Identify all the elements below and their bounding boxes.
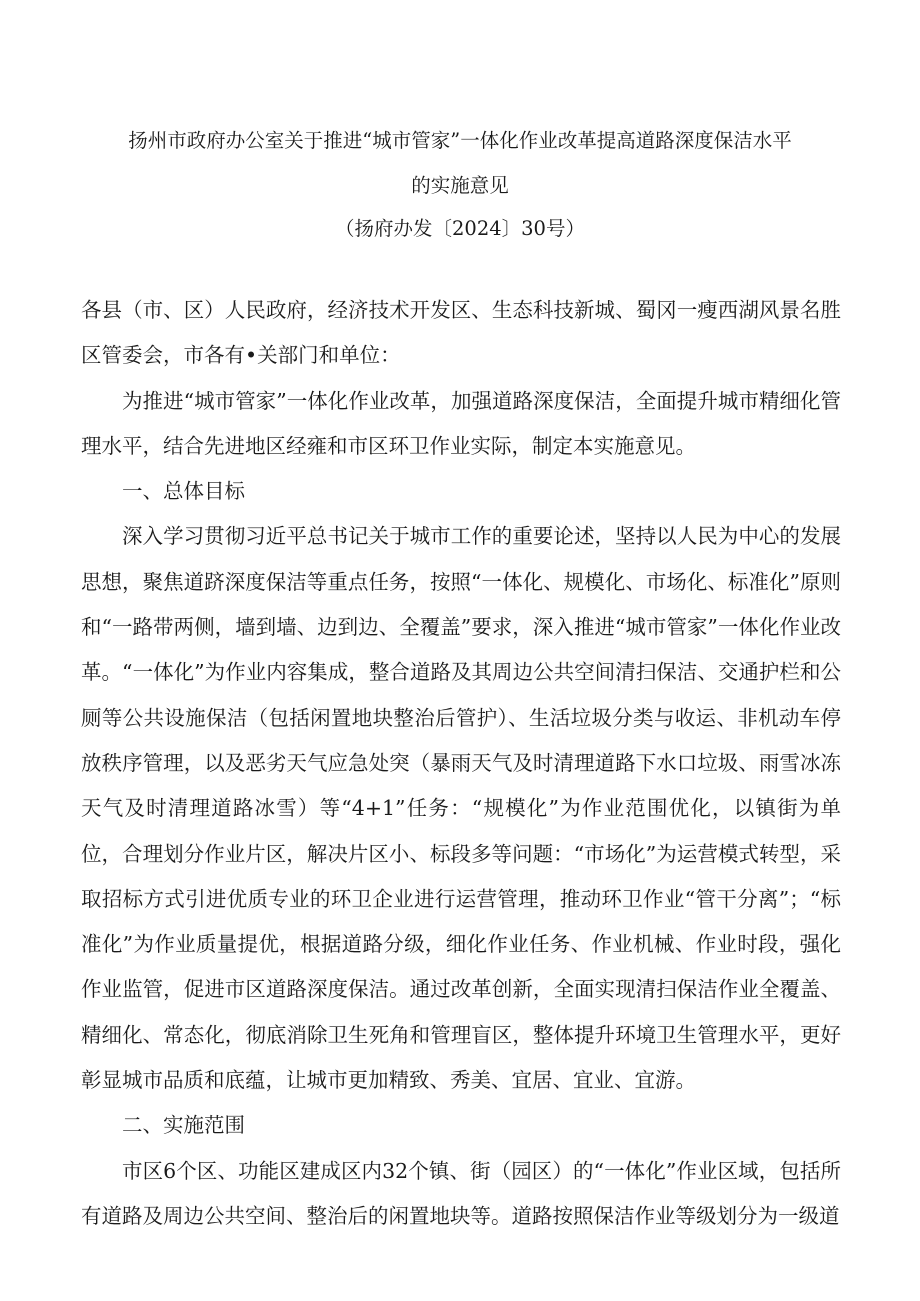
document-number: （扬府办发〔2024〕30号）	[335, 217, 585, 240]
document-title-line-2: 的实施意见	[411, 174, 509, 197]
document-title-line-1: 扬州市政府办公室关于推进“城市管家”一体化作业改革提高道路深度保洁水平	[128, 129, 792, 152]
general-goals-paragraph: 深入学习贯彻习近平总书记关于城市工作的重要论述，坚持以人民为中心的发展思想，聚焦道跻深度保洁等重点任务，按照“一体化、规模化、市场化、标准化”原则和“一路带两侧，墙到墙、边到边、全覆盖”要求，深入推进“城市管家”一体化作业改革。“一体化”为作业内容集成，整合道路及其周边公共空间清扫保洁、交通护栏和公厕等公共设施保洁（包括闲置地块整治后管护）、生活垃圾分类与收运、非机动车停放秩序管理，以及恶劣天气应急处突（暴雨天气及时清理道路下水口垃圾、雨雪冰冻天气及时清理道路冰雪）等“4+1”任务：“规模化”为作业范围优化，以镇街为单位，合理划分作业片区，解决片区小、标段多等问题：“市场化”为运营模式转型，采取招标方式引进优质专业的环卫企业进行运营管理，推动环卫作业“管干分离”；“标准化”为作业质量提优，根据道路分级，细化作业任务、作业机械、作业时段，强化作业监管，促进市区道路深度保洁。通过改革创新，全面实现清扫保洁作业全覆盖、精细化、常态化，彻底消除卫生死角和管理盲区，整体提升环境卫生管理水平，更好彰显城市品质和底蕴，让城市更加精致、秀美、宜居、宜业、宜游。	[81, 524, 841, 1093]
section-heading-scope: 二、实施范围	[122, 1113, 245, 1138]
document-body	[81, 288, 841, 1239]
scope-paragraph: 市区6个区、功能区建成区内32个镇、街（园区）的“一体化”作业区域，包括所有道路及周边公共空间、整治后的闲置地块等。道路按照保洁作业等级划分为一级道	[81, 1158, 841, 1228]
intro-paragraph: 为推进“城市管家”一体化作业改革，加强道路深度保洁，全面提升城市精细化管理水平，结合先进地区经雍和市区环卫作业实际，制定本实施意见。	[81, 388, 841, 458]
section-heading-general-goals: 一、总体目标	[122, 479, 245, 504]
addressee-paragraph: 各县（市、区）人民政府，经济技术开发区、生态科技新城、蜀冈一瘦西湖风景名胜区管委会，市各有•关部门和单位：	[81, 298, 841, 368]
